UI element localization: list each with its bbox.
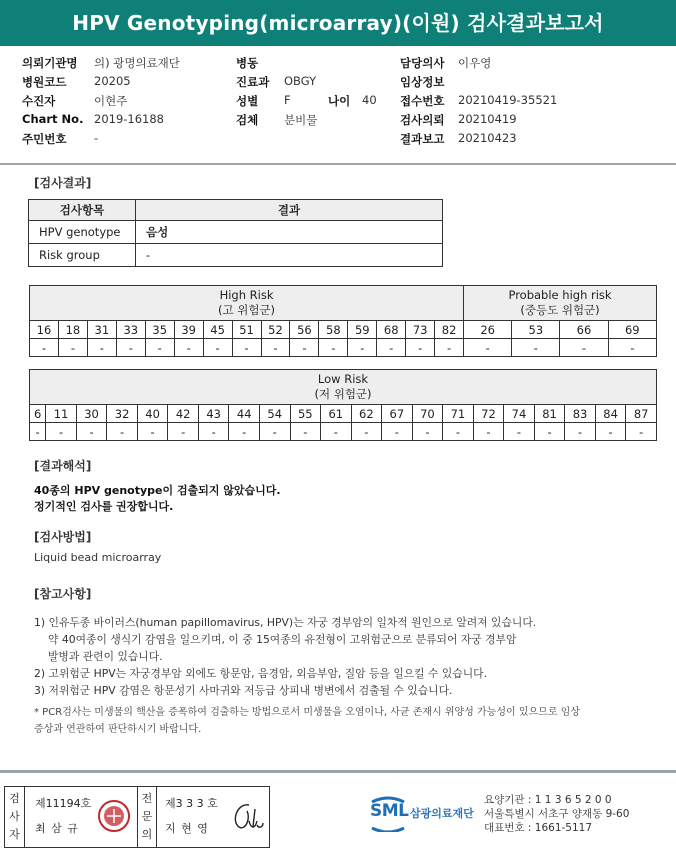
info-value: 20205 (94, 74, 131, 88)
info-row (22, 55, 662, 74)
info-value: 의) 광명의료재단 (94, 56, 180, 70)
genotype-cell: 83 (565, 405, 596, 423)
info-label: 수진자 (22, 94, 56, 108)
info-label: 의뢰기관명 (22, 56, 78, 70)
genotype-cell: 6 (30, 405, 46, 423)
info-value: 20210419 (458, 112, 517, 126)
info-value: 40 (362, 93, 377, 107)
method-text: Liquid bead microarray (34, 551, 162, 564)
genotype-cell: 56 (290, 321, 319, 339)
genotype-cell: 58 (319, 321, 348, 339)
genotype-cell: 55 (290, 405, 321, 423)
institution-code: 요양기관 : 1 1 3 6 5 2 0 0 (484, 794, 612, 806)
pcr-disclaimer (34, 704, 634, 738)
info-value: 이현주 (94, 94, 128, 108)
approver-label: 전문의 (137, 787, 157, 847)
genotype-row (30, 321, 657, 339)
genotype-cell: 62 (351, 405, 382, 423)
genotype-result-cell: - (145, 339, 174, 357)
result-item: Risk group (29, 244, 136, 267)
genotype-cell: 35 (145, 321, 174, 339)
high-risk-title: High Risk (219, 288, 274, 302)
genotype-result-cell: - (412, 423, 443, 441)
note-line: 발병과 관련이 있습니다. (48, 650, 163, 663)
high-risk-table (29, 285, 657, 357)
genotype-cell: 11 (46, 405, 77, 423)
low-risk-table (29, 369, 657, 441)
genotype-cell: 18 (58, 321, 87, 339)
group-header-row (30, 370, 657, 405)
info-label: 병동 (236, 56, 259, 70)
genotype-cell: 51 (232, 321, 261, 339)
approver-name: 지 현 영 (165, 822, 209, 835)
info-row (22, 93, 662, 112)
genotype-cell: 44 (229, 405, 260, 423)
genotype-cell: 42 (168, 405, 199, 423)
genotype-result-cell: - (626, 423, 657, 441)
genotype-result-cell: - (595, 423, 626, 441)
info-value: 이우영 (458, 56, 492, 70)
genotype-result-cell: - (30, 339, 59, 357)
patient-info (22, 55, 662, 150)
genotype-cell: 31 (87, 321, 116, 339)
genotype-result-cell: - (261, 339, 290, 357)
signature-box (4, 786, 270, 848)
low-risk-subtitle: (저 위험군) (314, 387, 372, 401)
result-table (28, 199, 443, 267)
genotype-cell: 73 (406, 321, 435, 339)
info-row (22, 112, 662, 131)
note-line: 2) 고위험군 HPV는 자궁경부암 외에도 항문암, 음경암, 외음부암, 질암 등을 일으킬 수 있습니다. (34, 667, 488, 680)
section-notes-heading: [참고사항] (34, 587, 92, 601)
info-value: 20210419-35521 (458, 93, 558, 107)
genotype-result-cell: - (168, 423, 199, 441)
genotype-cell: 33 (116, 321, 145, 339)
group-header-row (30, 286, 657, 321)
genotype-cell: 68 (377, 321, 406, 339)
high-risk-header (30, 286, 464, 321)
tester-label: 검사자 (5, 787, 25, 847)
probable-high-risk-header (464, 286, 657, 321)
genotype-cell: 45 (203, 321, 232, 339)
genotype-result-cell: - (406, 339, 435, 357)
genotype-cell: 71 (443, 405, 474, 423)
genotype-result-cell: - (534, 423, 565, 441)
info-label: 임상정보 (400, 75, 445, 89)
info-label: 검사의뢰 (400, 113, 445, 127)
genotype-result-cell: - (351, 423, 382, 441)
genotype-cell: 66 (560, 321, 608, 339)
genotype-cell: 32 (107, 405, 138, 423)
column-header: 결과 (136, 200, 443, 221)
genotype-result-cell: - (116, 339, 145, 357)
report-title: HPV Genotyping(microarray)(이원) 검사결과보고서 (0, 0, 676, 46)
genotype-result-cell: - (321, 423, 352, 441)
note-line: 약 40여종이 생식기 감염을 일으키며, 이 중 15여종의 유전형이 고위험군으로 분류되어 자궁 경부암 (48, 633, 517, 646)
info-value: 분비물 (284, 113, 318, 127)
disclaimer-line: 증상과 연관하여 판단하시기 바랍니다. (34, 724, 202, 735)
genotype-cell: 40 (137, 405, 168, 423)
genotype-cell: 61 (321, 405, 352, 423)
genotype-result-cell: - (203, 339, 232, 357)
sml-logo (366, 792, 478, 836)
genotype-cell: 84 (595, 405, 626, 423)
info-value: 20210423 (458, 131, 517, 145)
genotype-cell: 53 (512, 321, 560, 339)
genotype-result-cell: - (76, 423, 107, 441)
genotype-cell: 82 (435, 321, 464, 339)
result-value: 음성 (136, 221, 443, 244)
info-label: 나이 (328, 94, 351, 108)
genotype-result-cell: - (565, 423, 596, 441)
info-value: 2019-16188 (94, 112, 164, 126)
genotype-cell: 30 (76, 405, 107, 423)
table-row (29, 221, 443, 244)
genotype-result-cell: - (443, 423, 474, 441)
low-risk-header (30, 370, 657, 405)
genotype-result-cell: - (435, 339, 464, 357)
genotype-cell: 16 (30, 321, 59, 339)
genotype-result-cell: - (560, 339, 608, 357)
section-method-heading: [검사방법] (34, 530, 92, 544)
genotype-result-cell: - (382, 423, 413, 441)
tester-name: 최 삼 규 (35, 822, 79, 835)
genotype-result-cell: - (198, 423, 229, 441)
info-label: 담당의사 (400, 56, 445, 70)
phone: 대표번호 : 1661-5117 (484, 822, 593, 834)
info-value: - (94, 131, 99, 145)
genotype-result-cell: - (290, 339, 319, 357)
genotype-result-cell: - (473, 423, 504, 441)
genotype-result-cell: - (259, 423, 290, 441)
seal-stamp (97, 799, 131, 833)
interpretation-line: 정기적인 검사를 권장합니다. (34, 500, 174, 513)
disclaimer-line: * PCR검사는 미생물의 핵산을 증폭하여 검출하는 방법으로서 미생물을 오염이나, 사균 존재시 위양성 가능성이 있으므로 임상 (34, 707, 580, 718)
section-result-heading: [검사결과] (34, 176, 92, 190)
info-label: Chart No. (22, 112, 84, 126)
genotype-cell: 52 (261, 321, 290, 339)
org-address-block (484, 793, 629, 835)
note-line: 3) 저위험군 HPV 감염은 항문성기 사마귀와 저등급 상피내 병변에서 검출될 수 있습니다. (34, 684, 453, 697)
info-label: 결과보고 (400, 132, 445, 146)
genotype-cell: 54 (259, 405, 290, 423)
signature-icon (227, 799, 265, 835)
probable-high-risk-title: Probable high risk (508, 288, 612, 302)
approver-license: 제3 3 3 호 (165, 797, 218, 810)
genotype-cell: 70 (412, 405, 443, 423)
genotype-result-cell: - (30, 423, 46, 441)
info-label: 검체 (236, 113, 259, 127)
genotype-result-cell: - (58, 339, 87, 357)
section-interpretation-heading: [결과해석] (34, 459, 92, 473)
genotype-result-cell: - (512, 339, 560, 357)
genotype-cell: 39 (174, 321, 203, 339)
high-risk-subtitle: (고 위험군) (217, 303, 276, 317)
genotype-result-cell: - (290, 423, 321, 441)
info-label: 성별 (236, 94, 259, 108)
genotype-result-cell: - (464, 339, 512, 357)
result-value: - (136, 244, 443, 267)
genotype-result-cell: - (137, 423, 168, 441)
notes-list (34, 614, 536, 699)
genotype-result-row (30, 423, 657, 441)
genotype-cell: 67 (382, 405, 413, 423)
genotype-result-cell: - (174, 339, 203, 357)
genotype-cell: 81 (534, 405, 565, 423)
table-header-row (29, 200, 443, 221)
genotype-result-cell: - (87, 339, 116, 357)
info-row (22, 131, 662, 150)
genotype-result-cell: - (107, 423, 138, 441)
divider (0, 770, 676, 773)
info-label: 진료과 (236, 75, 270, 89)
note-line: 1) 인유두종 바이러스(human papillomavirus, HPV)는 자궁 경부암의 일차적 원인으로 알려져 있습니다. (34, 616, 537, 629)
probable-high-risk-subtitle: (중등도 위험군) (520, 303, 600, 317)
genotype-cell: 74 (504, 405, 535, 423)
genotype-result-cell: - (377, 339, 406, 357)
info-value: OBGY (284, 74, 317, 88)
logo-text: SML (370, 801, 409, 821)
result-item: HPV genotype (29, 221, 136, 244)
info-value: F (284, 93, 291, 107)
genotype-cell: 69 (608, 321, 656, 339)
genotype-result-cell: - (229, 423, 260, 441)
genotype-cell: 72 (473, 405, 504, 423)
genotype-result-cell: - (608, 339, 656, 357)
genotype-result-cell: - (348, 339, 377, 357)
info-label: 주민번호 (22, 132, 67, 146)
address: 서울특별시 서초구 양재동 9-60 (484, 808, 630, 820)
column-header: 검사항목 (29, 200, 136, 221)
genotype-result-cell: - (46, 423, 77, 441)
genotype-result-cell: - (232, 339, 261, 357)
genotype-cell: 87 (626, 405, 657, 423)
genotype-cell: 26 (464, 321, 512, 339)
divider (0, 163, 676, 165)
genotype-cell: 59 (348, 321, 377, 339)
genotype-result-cell: - (319, 339, 348, 357)
info-label: 병원코드 (22, 75, 67, 89)
info-row (22, 74, 662, 93)
low-risk-title: Low Risk (317, 372, 369, 386)
genotype-row (30, 405, 657, 423)
table-row (29, 244, 443, 267)
tester-license: 제11194호 (35, 797, 92, 810)
genotype-result-row (30, 339, 657, 357)
info-label: 접수번호 (400, 94, 445, 108)
genotype-cell: 43 (198, 405, 229, 423)
interpretation-line: 40종의 HPV genotype이 검출되지 않았습니다. (34, 484, 281, 497)
org-name: 삼광의료재단 (410, 807, 474, 820)
genotype-result-cell: - (504, 423, 535, 441)
